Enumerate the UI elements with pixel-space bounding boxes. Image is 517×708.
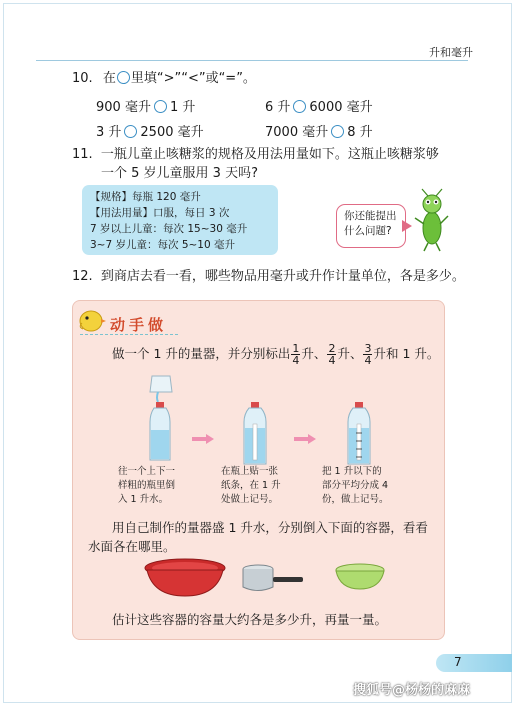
compare-circle[interactable]	[293, 100, 306, 113]
bottle-marked-illustration	[344, 400, 374, 466]
compare-circle	[117, 71, 130, 84]
q10-text-before: 在	[102, 71, 116, 86]
spec-line: 【规格】每瓶 120 毫升	[90, 191, 201, 203]
q10-row-1b	[265, 96, 373, 115]
spec-line: 【用法用量】口服，每日 3 次	[90, 207, 230, 219]
medicine-spec-box	[82, 185, 278, 255]
speech-bubble	[336, 204, 406, 248]
bottle-label-illustration	[240, 400, 270, 466]
q10-prompt	[72, 70, 256, 88]
step-3-caption: 把 1 升以下的 部分平均分成 4 份，做上记号。	[322, 466, 389, 505]
q10-r1a-right: 1 升	[169, 100, 196, 115]
q10-r1b-right: 6000 毫升	[309, 100, 373, 115]
q10-text-after: 里填“>”“<”或“=”。	[130, 71, 256, 86]
page-number-tab	[436, 654, 512, 672]
bubble-line1: 你还能提出	[344, 210, 397, 222]
activity-title: 动手做	[110, 316, 168, 334]
unit-text: 升	[337, 346, 350, 361]
q10-row-2a	[96, 121, 204, 140]
step-1-caption: 往一个上下一 样粗的瓶里倒 入 1 升水。	[118, 466, 176, 505]
saucepan-illustration	[240, 563, 306, 595]
q11-number: 11.	[72, 147, 93, 162]
q12-text: 到商店去看一看，哪些物品用毫升或升作计量单位，各是多少。	[100, 269, 465, 284]
compare-circle[interactable]	[331, 125, 344, 138]
q10-r2b-left: 7000 毫升	[265, 125, 329, 140]
chick-mascot-icon	[76, 305, 106, 333]
q11-line1	[72, 146, 439, 164]
title-underline	[80, 334, 178, 335]
activity-para2: 估计这些容器的容量大约各是多少升，再量一量。	[112, 612, 388, 627]
watermark-text: 搜狐号@杨杨的麻麻	[353, 683, 471, 698]
q10-number: 10.	[72, 71, 93, 86]
separator: 、	[349, 346, 363, 361]
compare-circle[interactable]	[154, 100, 167, 113]
spec-line: 3~7 岁儿童：每次 5~10 毫升	[90, 239, 236, 251]
fraction-2-4: $\frac{2}{4}$	[328, 342, 336, 367]
q10-r1a-left: 900 毫升	[96, 100, 151, 115]
activity-para1-line2: 水面各在哪里。	[88, 539, 176, 554]
compare-circle[interactable]	[124, 125, 137, 138]
page-number: 7	[454, 655, 462, 669]
q11-line2: 一个 5 岁儿童服用 3 天吗?	[101, 166, 258, 181]
bottle-pouring-illustration	[136, 372, 186, 464]
fraction-3-4: $\frac{3}{4}$	[364, 342, 372, 367]
q10-r1b-left: 6 升	[265, 100, 291, 115]
activity-para1-line1: 用自己制作的量器盛 1 升水，分别倒入下面的容器，看看	[112, 520, 428, 535]
q12	[72, 268, 465, 286]
q11-text-line1: 一瓶儿童止咳糖浆的规格及用法用量如下。这瓶止咳糖浆够	[100, 147, 439, 162]
arrow-right-icon	[294, 434, 316, 444]
unit-text: 升	[301, 346, 314, 361]
q10-row-1a	[96, 96, 195, 115]
separator: 、	[313, 346, 327, 361]
header-rule	[36, 60, 468, 61]
intro-after: 升和 1 升。	[373, 346, 440, 361]
arrow-right-icon	[192, 434, 214, 444]
bubble-line2: 什么问题?	[344, 225, 392, 237]
green-bug-mascot-icon	[410, 188, 450, 252]
header-title: 升和毫升	[429, 46, 473, 59]
green-bowl-illustration	[334, 562, 386, 592]
q10-r2a-left: 3 升	[96, 125, 122, 140]
intro-before: 做一个 1 升的量器，并分别标出	[112, 346, 291, 361]
q10-r2a-right: 2500 毫升	[140, 125, 204, 140]
activity-intro	[112, 343, 439, 366]
q10-row-2b	[265, 121, 373, 140]
step-2-caption: 在瓶上贴一张 纸条，在 1 升 处做上记号。	[221, 466, 281, 505]
fraction-1-4: $\frac{1}{4}$	[292, 342, 300, 367]
q10-r2b-right: 8 升	[347, 125, 373, 140]
spec-line: 7 岁以上儿童：每次 15~30 毫升	[90, 223, 248, 235]
red-basin-illustration	[143, 558, 227, 600]
q12-number: 12.	[72, 269, 93, 284]
